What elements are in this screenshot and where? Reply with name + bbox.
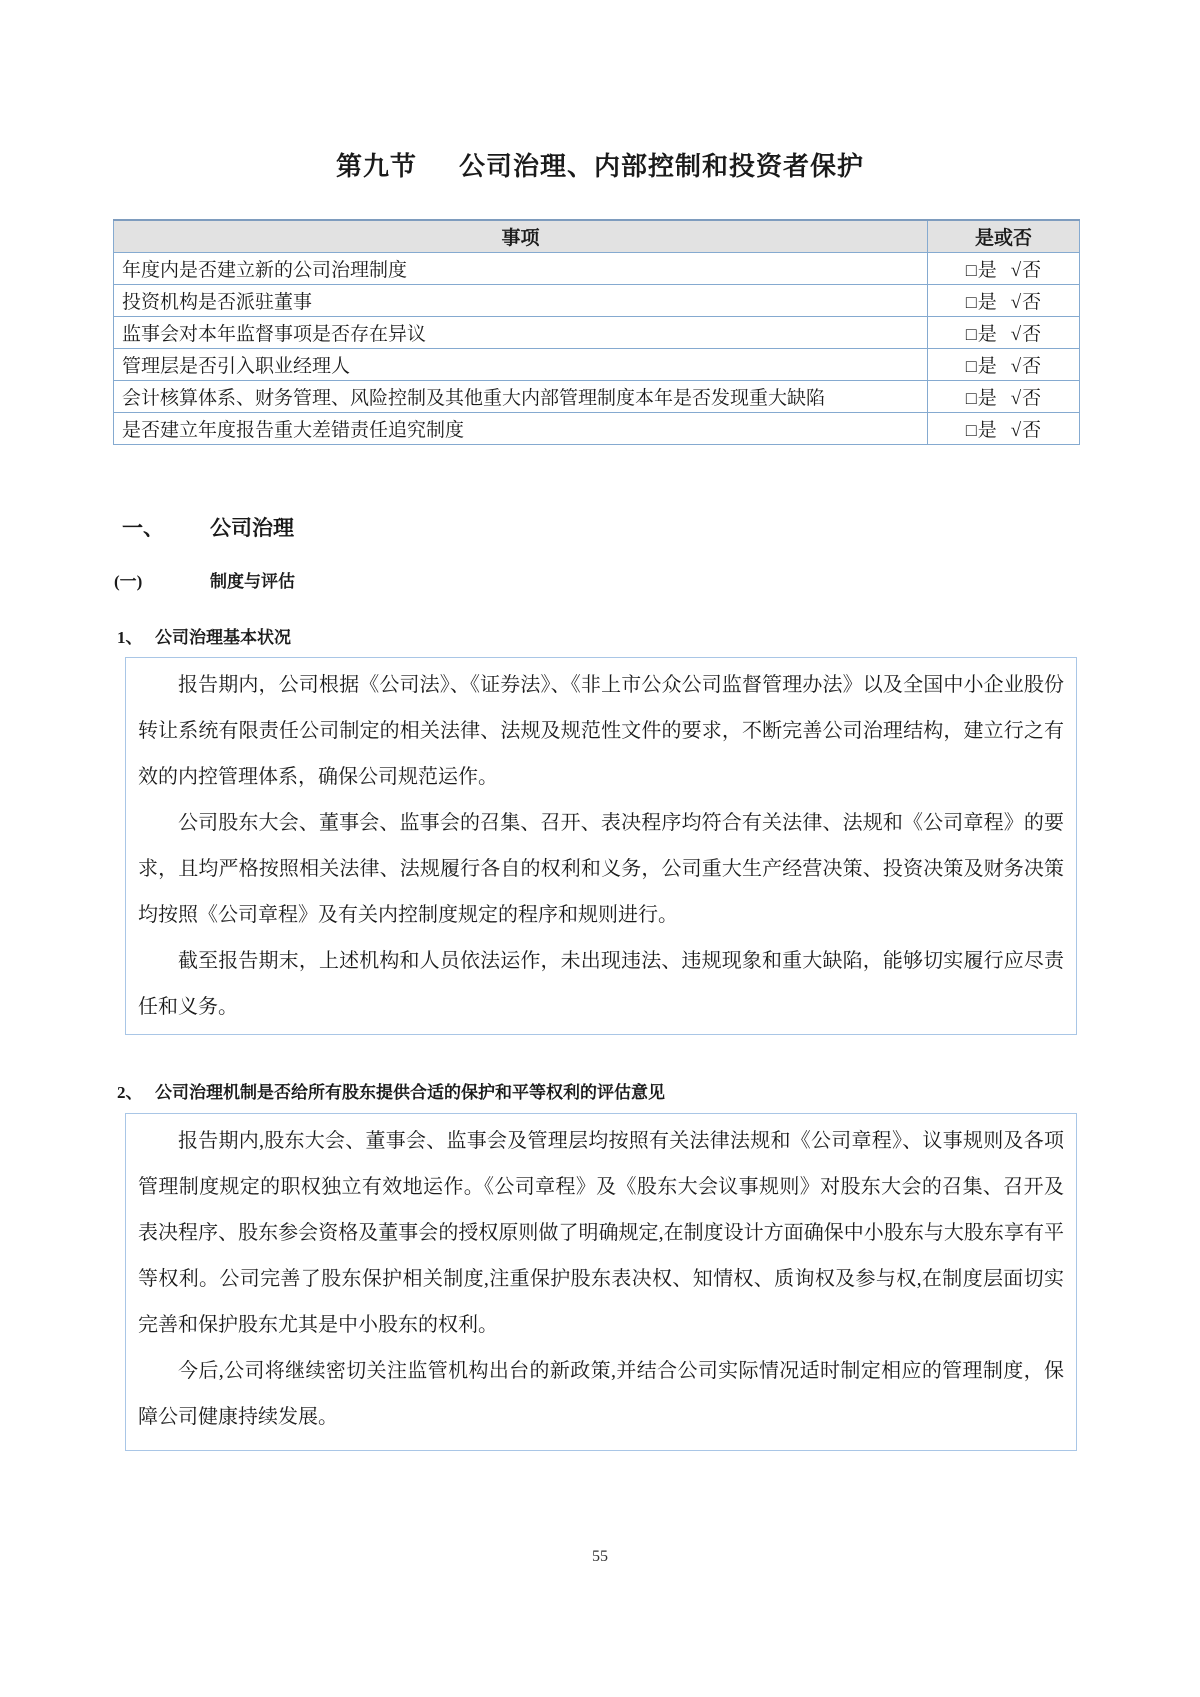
no-label: 否 (1022, 292, 1042, 313)
check-mark-icon: √ (1010, 420, 1022, 441)
check-mark-icon: √ (1010, 388, 1022, 409)
check-mark-icon: √ (1010, 260, 1022, 281)
item-cell: 投资机构是否派驻董事 (114, 285, 928, 317)
answer-cell (928, 253, 1080, 285)
no-label: 否 (1022, 356, 1042, 377)
column-header-item: 事项 (114, 220, 928, 253)
no-label: 否 (1022, 388, 1042, 409)
item-title: 公司治理基本状况 (155, 628, 291, 647)
answer-cell (928, 349, 1080, 381)
subsection-title: 制度与评估 (210, 572, 295, 591)
checkbox-unchecked-icon: □ (965, 420, 977, 440)
check-mark-icon: √ (1010, 356, 1022, 377)
subsection-heading-system-evaluation (114, 567, 295, 592)
table-header-row (114, 220, 1080, 253)
no-label: 否 (1022, 260, 1042, 281)
column-header-answer: 是或否 (928, 220, 1080, 253)
section-title: 公司治理 (210, 516, 294, 540)
yes-label: 是 (977, 388, 997, 409)
checkbox-unchecked-icon: □ (965, 388, 977, 408)
item-cell: 监事会对本年监督事项是否存在异议 (114, 317, 928, 349)
table-row (114, 317, 1080, 349)
answer-cell (928, 413, 1080, 445)
item-cell: 年度内是否建立新的公司治理制度 (114, 253, 928, 285)
paragraph: 截至报告期末，上述机构和人员依法运作，未出现违法、违规现象和重大缺陷，能够切实履行应尽责任和义务。 (138, 950, 1064, 1018)
checkbox-unchecked-icon: □ (965, 292, 977, 312)
no-label: 否 (1022, 324, 1042, 345)
checkbox-unchecked-icon: □ (965, 324, 977, 344)
checkbox-unchecked-icon: □ (965, 356, 977, 376)
item-heading-shareholder-protection (117, 1078, 665, 1103)
item-cell: 是否建立年度报告重大差错责任追究制度 (114, 413, 928, 445)
yes-label: 是 (977, 324, 997, 345)
checkbox-unchecked-icon: □ (965, 260, 977, 280)
table-row (114, 253, 1080, 285)
yes-label: 是 (977, 356, 997, 377)
answer-cell (928, 285, 1080, 317)
governance-checklist-table (113, 219, 1080, 445)
table-row (114, 349, 1080, 381)
yes-label: 是 (977, 260, 997, 281)
table-row (114, 413, 1080, 445)
item-heading-governance-status (117, 623, 291, 648)
paragraph: 公司股东大会、董事会、监事会的召集、召开、表决程序均符合有关法律、法规和《公司章程》的要求，且均严格按照相关法律、法规履行各自的权利和义务，公司重大生产经营决策、投资决策及财务决策均按照《公司章程》及有关内控制度规定的程序和规则进行。 (138, 812, 1064, 926)
item-number: 2、 (117, 1083, 143, 1102)
chapter-label: 第九节 (335, 151, 417, 181)
page-title (0, 146, 1200, 183)
yes-label: 是 (977, 292, 997, 313)
answer-cell (928, 381, 1080, 413)
no-label: 否 (1022, 420, 1042, 441)
paragraph: 报告期内,股东大会、董事会、监事会及管理层均按照有关法律法规和《公司章程》、议事规则及各项管理制度规定的职权独立有效地运作。《公司章程》及《股东大会议事规则》对股东大会的召集、召开及表决程序、股东参会资格及董事会的授权原则做了明确规定,在制度设计方面确保中小股东与大股东享有平等权利。公司完善了股东保护相关制度,注重保护股东表决权、知情权、质询权及参与权,在制度层面切实完善和保护股东尤其是中小股东的权利。 (138, 1130, 1064, 1336)
subsection-number: (一) (114, 572, 143, 591)
paragraph: 今后,公司将继续密切关注监管机构出台的新政策,并结合公司实际情况适时制定相应的管理制度，保障公司健康持续发展。 (138, 1360, 1064, 1428)
item-cell: 管理层是否引入职业经理人 (114, 349, 928, 381)
item-title: 公司治理机制是否给所有股东提供合适的保护和平等权利的评估意见 (155, 1083, 665, 1102)
check-mark-icon: √ (1010, 324, 1022, 345)
paragraph: 报告期内，公司根据《公司法》、《证券法》、《非上市公众公司监督管理办法》以及全国中小企业股份转让系统有限责任公司制定的相关法律、法规及规范性文件的要求，不断完善公司治理结构，建立行之有效的内控管理体系，确保公司规范运作。 (138, 674, 1064, 788)
check-mark-icon: √ (1010, 292, 1022, 313)
page-number: 55 (592, 1548, 608, 1565)
shareholder-protection-text-box (125, 1113, 1077, 1451)
table-row (114, 285, 1080, 317)
section-heading-governance (122, 512, 294, 542)
chapter-title: 公司治理、内部控制和投资者保护 (459, 151, 865, 181)
governance-status-text-box (125, 657, 1077, 1035)
table-row (114, 381, 1080, 413)
item-number: 1、 (117, 628, 143, 647)
answer-cell (928, 317, 1080, 349)
section-number: 一、 (122, 516, 164, 540)
yes-label: 是 (977, 420, 997, 441)
item-cell: 会计核算体系、财务管理、风险控制及其他重大内部管理制度本年是否发现重大缺陷 (114, 381, 928, 413)
